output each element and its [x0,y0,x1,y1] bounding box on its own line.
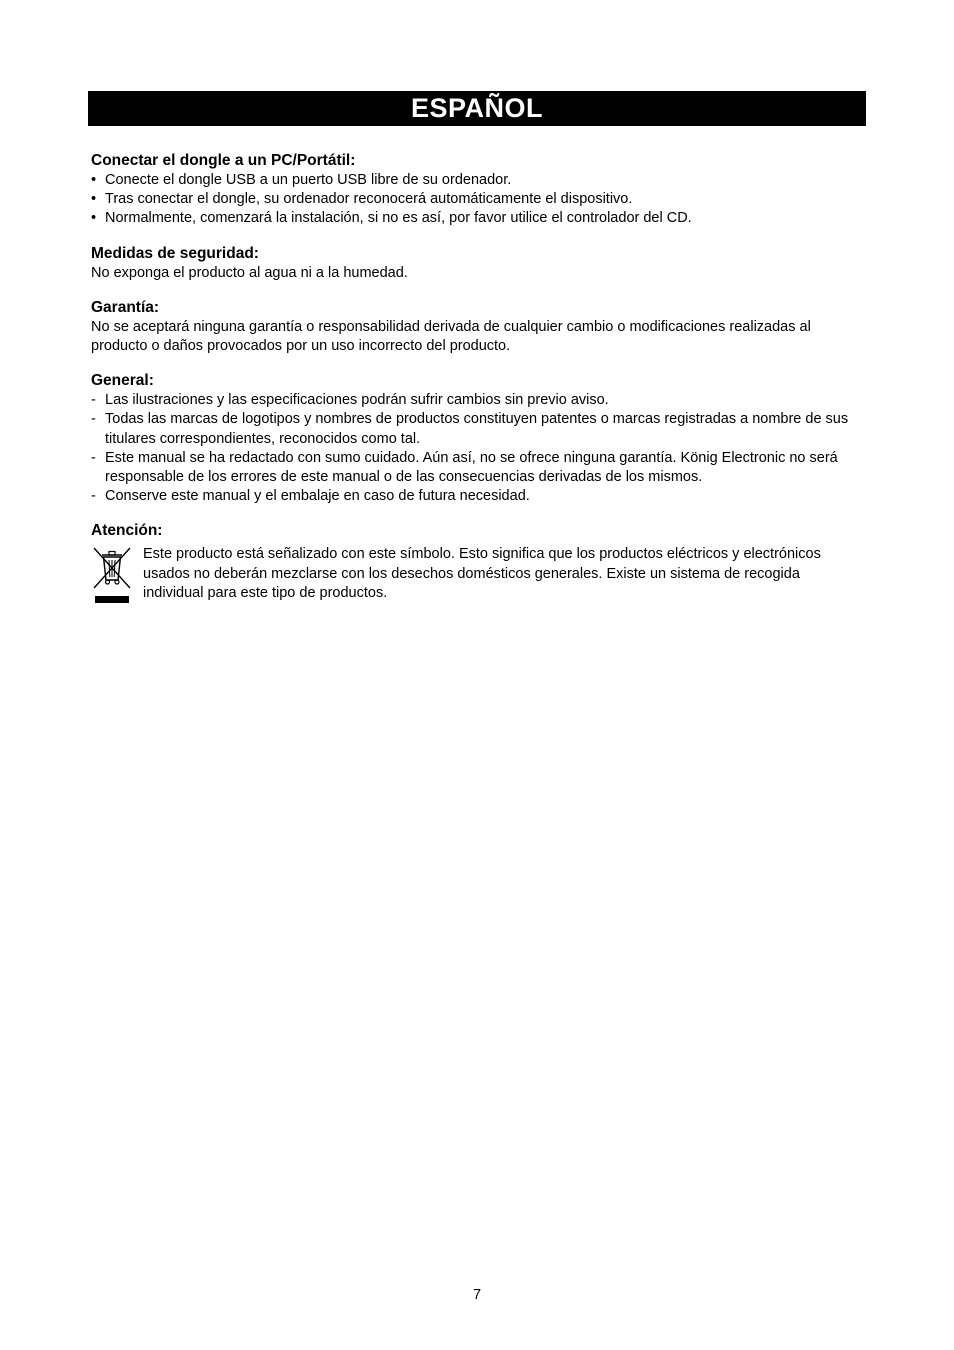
section-title-general: General: [91,372,154,390]
section-title-connect: Conectar el dongle a un PC/Portátil: [91,152,356,169]
list-item: • Tras conectar el dongle, su ordenador reconocerá automáticamente el dispositivo. [91,190,866,209]
section-title-warranty: Garantía: [91,298,160,316]
list-item: - Las ilustraciones y las especificaciones podrán sufrir cambios sin previo aviso. [91,391,866,410]
attention-text: Este producto está señalizado con este símbolo. Esto significa que los productos eléctricos y electrónicos usados no deberán mezclarse con los desechos domésticos generales. Existe un sistema de recogida individual para este tipo de productos. [143,546,821,601]
warranty-text: No se aceptará ninguna garantía o responsabilidad derivada de cualquier cambio o modificaciones realizadas al producto o daños provocados por un uso incorrecto del producto. [91,318,811,355]
page-number: 7 [472,1287,482,1303]
section-warranty [91,297,866,356]
section-attention [91,520,866,604]
page-header-banner [88,91,866,126]
list-item: - Este manual se ha redactado con sumo cuidado. Aún así, no se ofrece ninguna garantía. König Electronic no será responsable de los errores de este manual o de las consecuencias derivadas de los mismos. [91,449,866,487]
general-list [91,391,866,506]
list-item: • Normalmente, comenzará la instalación, si no es así, por favor utilice el controlador del CD. [91,209,866,228]
list-item: - Conserve este manual y el embalaje en caso de futura necesidad. [91,487,866,506]
weee-crossed-bin-icon [91,544,133,604]
section-general [91,370,866,506]
section-title-attention: Atención: [91,522,163,540]
attention-row [91,544,866,604]
section-title-safety: Medidas de seguridad: [91,244,259,262]
page-title: ESPAÑOL [410,93,543,123]
section-connect [91,150,866,229]
list-item: - Todas las marcas de logotipos y nombres de productos constituyen patentes o marcas registradas a nombre de sus titulares correspondientes, reconocidos como tal. [91,410,866,448]
connect-list [91,171,866,229]
safety-text: No exponga el producto al agua ni a la humedad. [91,264,408,281]
document-body [91,150,866,618]
section-safety [91,243,866,283]
list-item: • Conecte el dongle USB a un puerto USB libre de su ordenador. [91,171,866,190]
